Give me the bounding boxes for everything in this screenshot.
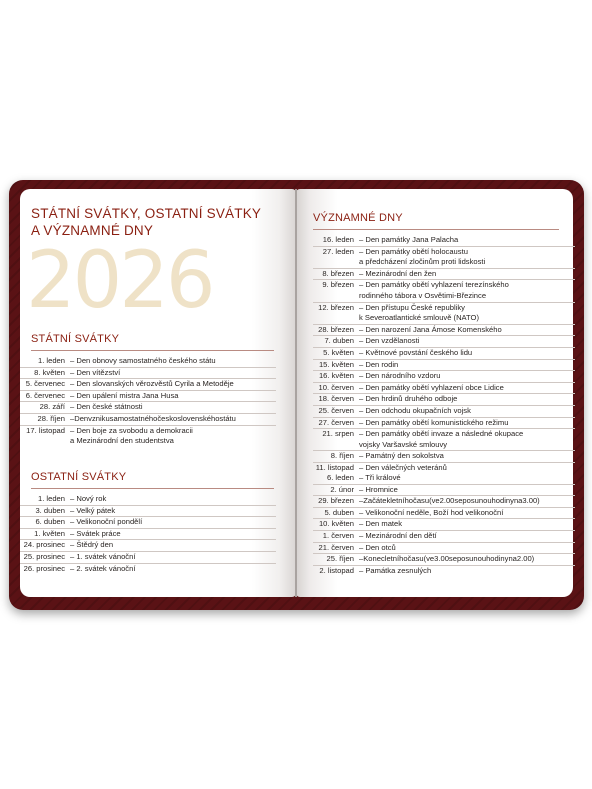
item-date: 28. září [39, 402, 65, 412]
section-title-vyznamne: VÝZNAMNÉ DNY [313, 212, 403, 224]
list-item [313, 508, 575, 519]
list-ostatni-svatky [20, 494, 276, 574]
item-name: – Den památky obětí holocaustu a předcházení zločinům proti lidskosti [359, 246, 486, 267]
list-item [313, 451, 575, 462]
list-item [313, 235, 575, 246]
item-name: – Den boje za svobodu a demokracii a Mezinárodní den studentstva [70, 425, 193, 446]
item-name: – Nový rok [70, 494, 107, 503]
list-item [313, 554, 575, 565]
item-date: 5. duben [324, 507, 354, 517]
item-date: 16. leden [322, 235, 354, 244]
item-name: – Štědrý den [70, 540, 114, 550]
item-date: 2. listopad [319, 565, 354, 575]
list-item [20, 379, 276, 390]
page-title-line1: STÁTNÍ SVÁTKY, OSTATNÍ SVÁTKY [31, 206, 262, 221]
list-item [20, 540, 276, 551]
item-name: – Velký pátek [70, 505, 116, 515]
item-name: – Den rodin [359, 359, 399, 369]
item-name: –Konecletníhočasu(ve3.00seposunouhodinyna2.00) [359, 554, 535, 564]
list-item [313, 496, 575, 507]
item-name: – Památný den sokolstva [359, 451, 444, 461]
item-name: – Květnové povstání českého lidu [359, 347, 473, 357]
item-date: 10. červen [318, 382, 354, 392]
item-name: – Den památky obětí invaze a následné okupace vojsky Varšavské smlouvy [359, 429, 524, 449]
item-name: –Denvznikusamostatnéhočeskoslovenskéhostátu [70, 413, 236, 423]
item-name: – Den národního vzdoru [359, 371, 441, 381]
item-date: 24. prosinec [23, 540, 65, 550]
list-item [313, 325, 575, 336]
item-name: – Den vítězství [70, 367, 121, 377]
item-name: – Den narození Jana Ámose Komenského [359, 324, 502, 334]
item-date: 27. červen [318, 417, 354, 427]
item-name: – Den přístupu České republiky k Severoatlantické smlouvě (NATO) [359, 302, 479, 323]
year-display: 2026 [26, 236, 213, 326]
item-name: – Den české státnosti [70, 402, 143, 412]
item-name: – Mezinárodní den žen [359, 268, 437, 278]
item-date: 2. únor [330, 484, 354, 494]
item-date: 8. květen [34, 367, 65, 377]
list-item [313, 383, 575, 394]
item-name: – Den vzdělanosti [359, 336, 420, 346]
list-item [313, 303, 575, 324]
item-name: – Den památky obětí vyhlazení terezínského rodinného tábora v Osvětimi-Březince [359, 280, 509, 300]
list-item [313, 348, 575, 359]
item-date: 25. říjen [326, 554, 354, 564]
item-name: – Mezinárodní den dětí [359, 530, 437, 540]
item-date: 21. červen [318, 542, 354, 552]
list-item [20, 517, 276, 528]
item-name: – Velikonoční neděle, Boží hod velikonoční [359, 507, 504, 517]
list-item [20, 368, 276, 379]
list-item [313, 566, 575, 577]
item-date: 1. květen [34, 528, 65, 538]
item-name: – Svátek práce [70, 528, 121, 538]
list-item [20, 494, 276, 505]
list-item [313, 269, 575, 280]
item-date: 1. červen [322, 530, 354, 540]
item-name: – Den hrdinů druhého odboje [359, 394, 458, 404]
item-date: 8. březen [322, 268, 354, 278]
item-date: 29. březen [318, 496, 354, 506]
page-title [31, 205, 271, 239]
item-date: 3. duben [35, 505, 65, 515]
item-date: 17. listopad [26, 425, 65, 435]
list-item [20, 564, 276, 575]
item-date: 27. leden [322, 246, 354, 256]
list-item [313, 531, 575, 542]
list-item [313, 394, 575, 405]
item-date: 6. červenec [25, 390, 65, 400]
list-item [313, 429, 575, 450]
item-date: 8. říjen [330, 451, 354, 461]
item-date: 28. březen [318, 324, 354, 334]
item-name: – Den slovanských věrozvěstů Cyrila a Metoděje [70, 379, 234, 389]
list-vyznamne-dny [313, 235, 575, 473]
item-date: 21. srpen [322, 429, 354, 439]
item-date: 1. leden [37, 356, 65, 365]
item-date: 5. květen [323, 347, 354, 357]
item-date: 5. červenec [25, 379, 65, 389]
item-date: 1. leden [37, 494, 65, 503]
list-statni-svatky [20, 356, 276, 447]
item-name: – Tři králové [359, 473, 401, 482]
item-date: 15. květen [318, 359, 354, 369]
list-item [20, 506, 276, 517]
item-name: –Začátekletníhočasu(ve2.00seposunouhodinyna3.00) [359, 496, 540, 506]
list-item [313, 360, 575, 371]
list-item [313, 371, 575, 382]
list-item [313, 280, 575, 301]
item-date: 25. červen [318, 405, 354, 415]
item-name: – Den matek [359, 519, 403, 529]
item-date: 10. květen [318, 519, 354, 529]
item-date: 9. březen [322, 280, 354, 290]
item-name: – Den obnovy samostatného českého státu [70, 356, 216, 365]
list-item [313, 485, 575, 496]
item-name: – 2. svátek vánoční [70, 563, 136, 573]
list-vyznamne-dny-2 [313, 473, 575, 576]
list-item [313, 543, 575, 554]
list-item [20, 356, 276, 367]
item-name: – Památka zesnulých [359, 565, 432, 575]
section-rule [313, 229, 559, 230]
list-item [20, 402, 276, 413]
item-name: – Den odchodu okupačních vojsk [359, 405, 471, 415]
item-date: 26. prosinec [23, 563, 65, 573]
item-name: – Den památky obětí vyhlazení obce Lidice [359, 382, 504, 392]
list-item [313, 406, 575, 417]
section-rule [31, 488, 274, 489]
item-date: 6. leden [326, 473, 354, 482]
item-date: 7. duben [324, 336, 354, 346]
item-name: – 1. svátek vánoční [70, 551, 136, 561]
list-item [313, 418, 575, 429]
item-date: 16. květen [318, 371, 354, 381]
list-item [20, 552, 276, 563]
list-item [20, 391, 276, 402]
item-date: 12. březen [318, 302, 354, 312]
list-item [20, 414, 276, 425]
list-item [313, 473, 575, 484]
item-name: – Den válečných veteránů [359, 462, 447, 472]
list-item [313, 247, 575, 268]
item-name: – Velikonoční pondělí [70, 517, 143, 527]
list-item [313, 336, 575, 347]
list-item [20, 529, 276, 540]
item-date: 25. prosinec [23, 551, 65, 561]
item-date: 6. duben [35, 517, 65, 527]
item-name: – Den památky obětí komunistického režimu [359, 417, 509, 427]
item-name: – Den památky Jana Palacha [359, 235, 459, 244]
item-name: – Den upálení mistra Jana Husa [70, 390, 179, 400]
item-date: 28. říjen [37, 413, 65, 423]
item-date: 11. listopad [315, 462, 354, 472]
item-date: 18. červen [318, 394, 354, 404]
item-name: – Den otců [359, 542, 396, 552]
list-item [20, 426, 276, 447]
list-item [313, 463, 575, 474]
list-item [313, 519, 575, 530]
item-name: – Hromnice [359, 484, 398, 494]
section-title-statni: STÁTNÍ SVÁTKY [31, 333, 120, 345]
section-title-ostatni: OSTATNÍ SVÁTKY [31, 471, 127, 483]
page-title-line2: A VÝZNAMNÉ DNY [31, 223, 154, 238]
section-rule [31, 350, 274, 351]
book-spine [295, 189, 297, 597]
